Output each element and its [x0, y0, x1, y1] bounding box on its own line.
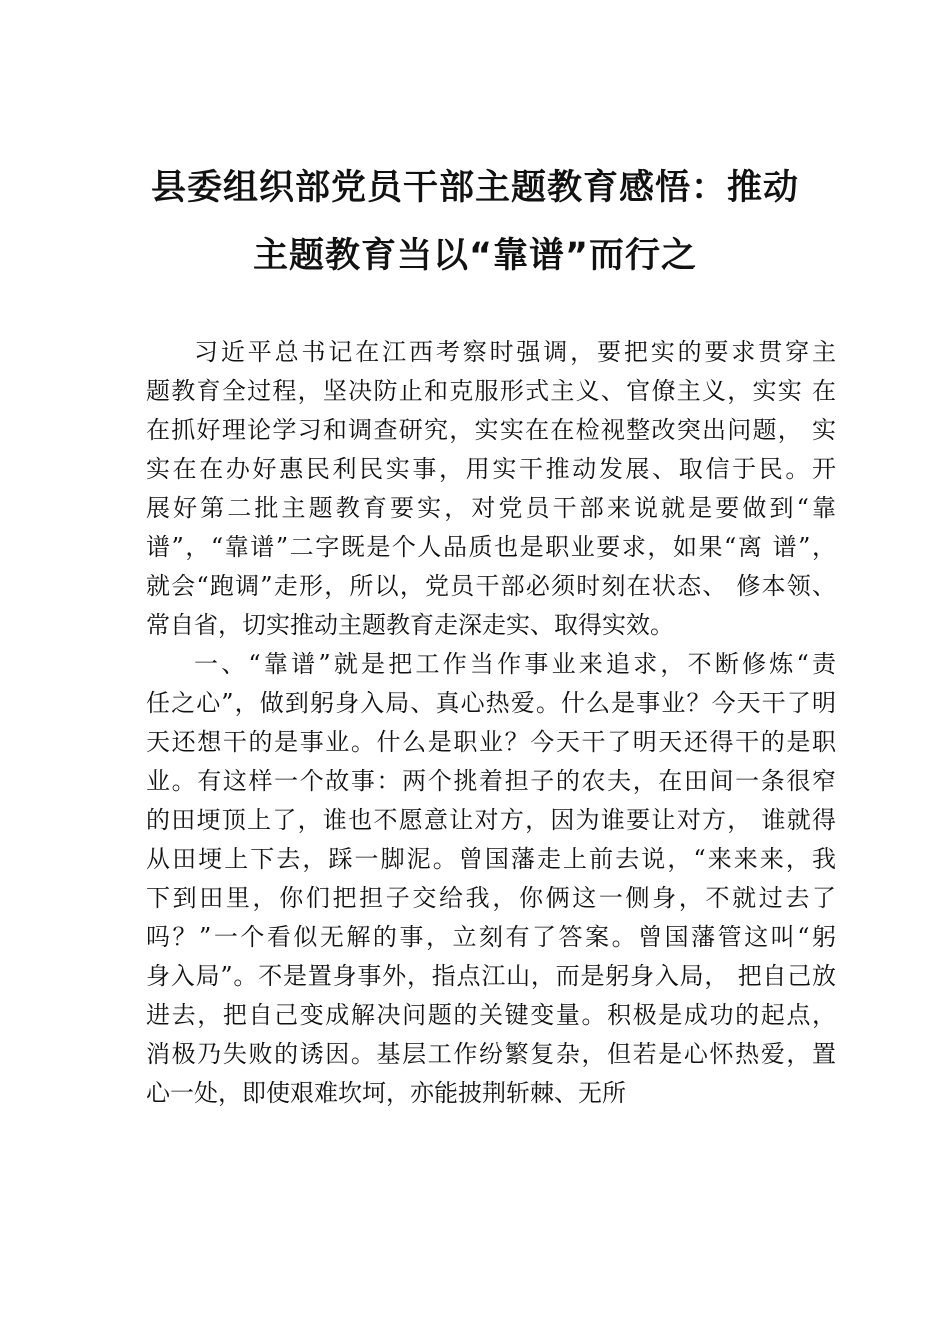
document-title-line-2: 主题教育当以“靠谱”而行之 — [252, 236, 697, 276]
paragraph-1-line: 习近平总书记在江西考察时强调，要把实的要求贯穿主 — [194, 338, 836, 366]
document-body — [146, 333, 836, 1113]
paragraph-1-line: 实在在办好惠民利民实事，用实干推动发展、取信于民。开 — [146, 455, 836, 483]
paragraph-1-line: 常自省，切实推动主题教育走深走实、取得实效。 — [146, 611, 674, 639]
paragraph-2-line: 任之心”，做到躬身入局、真心热爱。什么是事业？今天干了明 — [146, 689, 836, 717]
paragraph-2-line: 身入局”。不是置身事外，指点江山，而是躬身入局， 把自己放 — [146, 962, 836, 990]
paragraph-2-line: 业。有这样一个故事：两个挑着担子的农夫，在田间一条很窄 — [146, 767, 836, 795]
paragraph-2-line: 心一处，即使艰难坎坷，亦能披荆斩棘、无所 — [146, 1079, 626, 1107]
paragraph-2-line: 消极乃失败的诱因。基层工作纷繁复杂，但若是心怀热爱，置 — [146, 1040, 836, 1068]
paragraph-1-line: 谱”，“靠谱”二字既是个人品质也是职业要求，如果“离 谱”， — [146, 533, 836, 561]
paragraph-1-line: 就会“跑调”走形，所以，党员干部必须时刻在状态、 修本领、 — [146, 572, 836, 600]
paragraph-1-line: 题教育全过程，坚决防止和克服形式主义、官僚主义，实实 在 — [146, 377, 836, 405]
paragraph-2-line: 天还想干的是事业。什么是职业？今天干了明天还得干的是职 — [146, 728, 836, 756]
paragraph-1-line: 展好第二批主题教育要实，对党员干部来说就是要做到“靠 — [146, 494, 836, 522]
paragraph-1-line: 在抓好理论学习和调查研究，实实在在检视整改突出问题， 实 — [146, 416, 836, 444]
paragraph-2-line: 吗？”一个看似无解的事，立刻有了答案。曾国藩管这叫“躬 — [146, 923, 836, 951]
document-title-line-1: 县委组织部党员干部主题教育感悟：推动 — [150, 168, 799, 208]
paragraph-2-line: 的田埂顶上了，谁也不愿意让对方，因为谁要让对方， 谁就得 — [146, 806, 836, 834]
paragraph-2-line: 进去，把自己变成解决问题的关键变量。积极是成功的起点， — [146, 1001, 836, 1029]
paragraph-2-line: 下到田里，你们把担子交给我，你俩这一侧身，不就过去了 — [146, 884, 836, 912]
paragraph-2-line: 一、“靠谱”就是把工作当作事业来追求，不断修炼“责 — [194, 650, 836, 678]
paragraph-2-line: 从田埂上下去，踩一脚泥。曾国藩走上前去说，“来来来，我 — [146, 845, 836, 873]
